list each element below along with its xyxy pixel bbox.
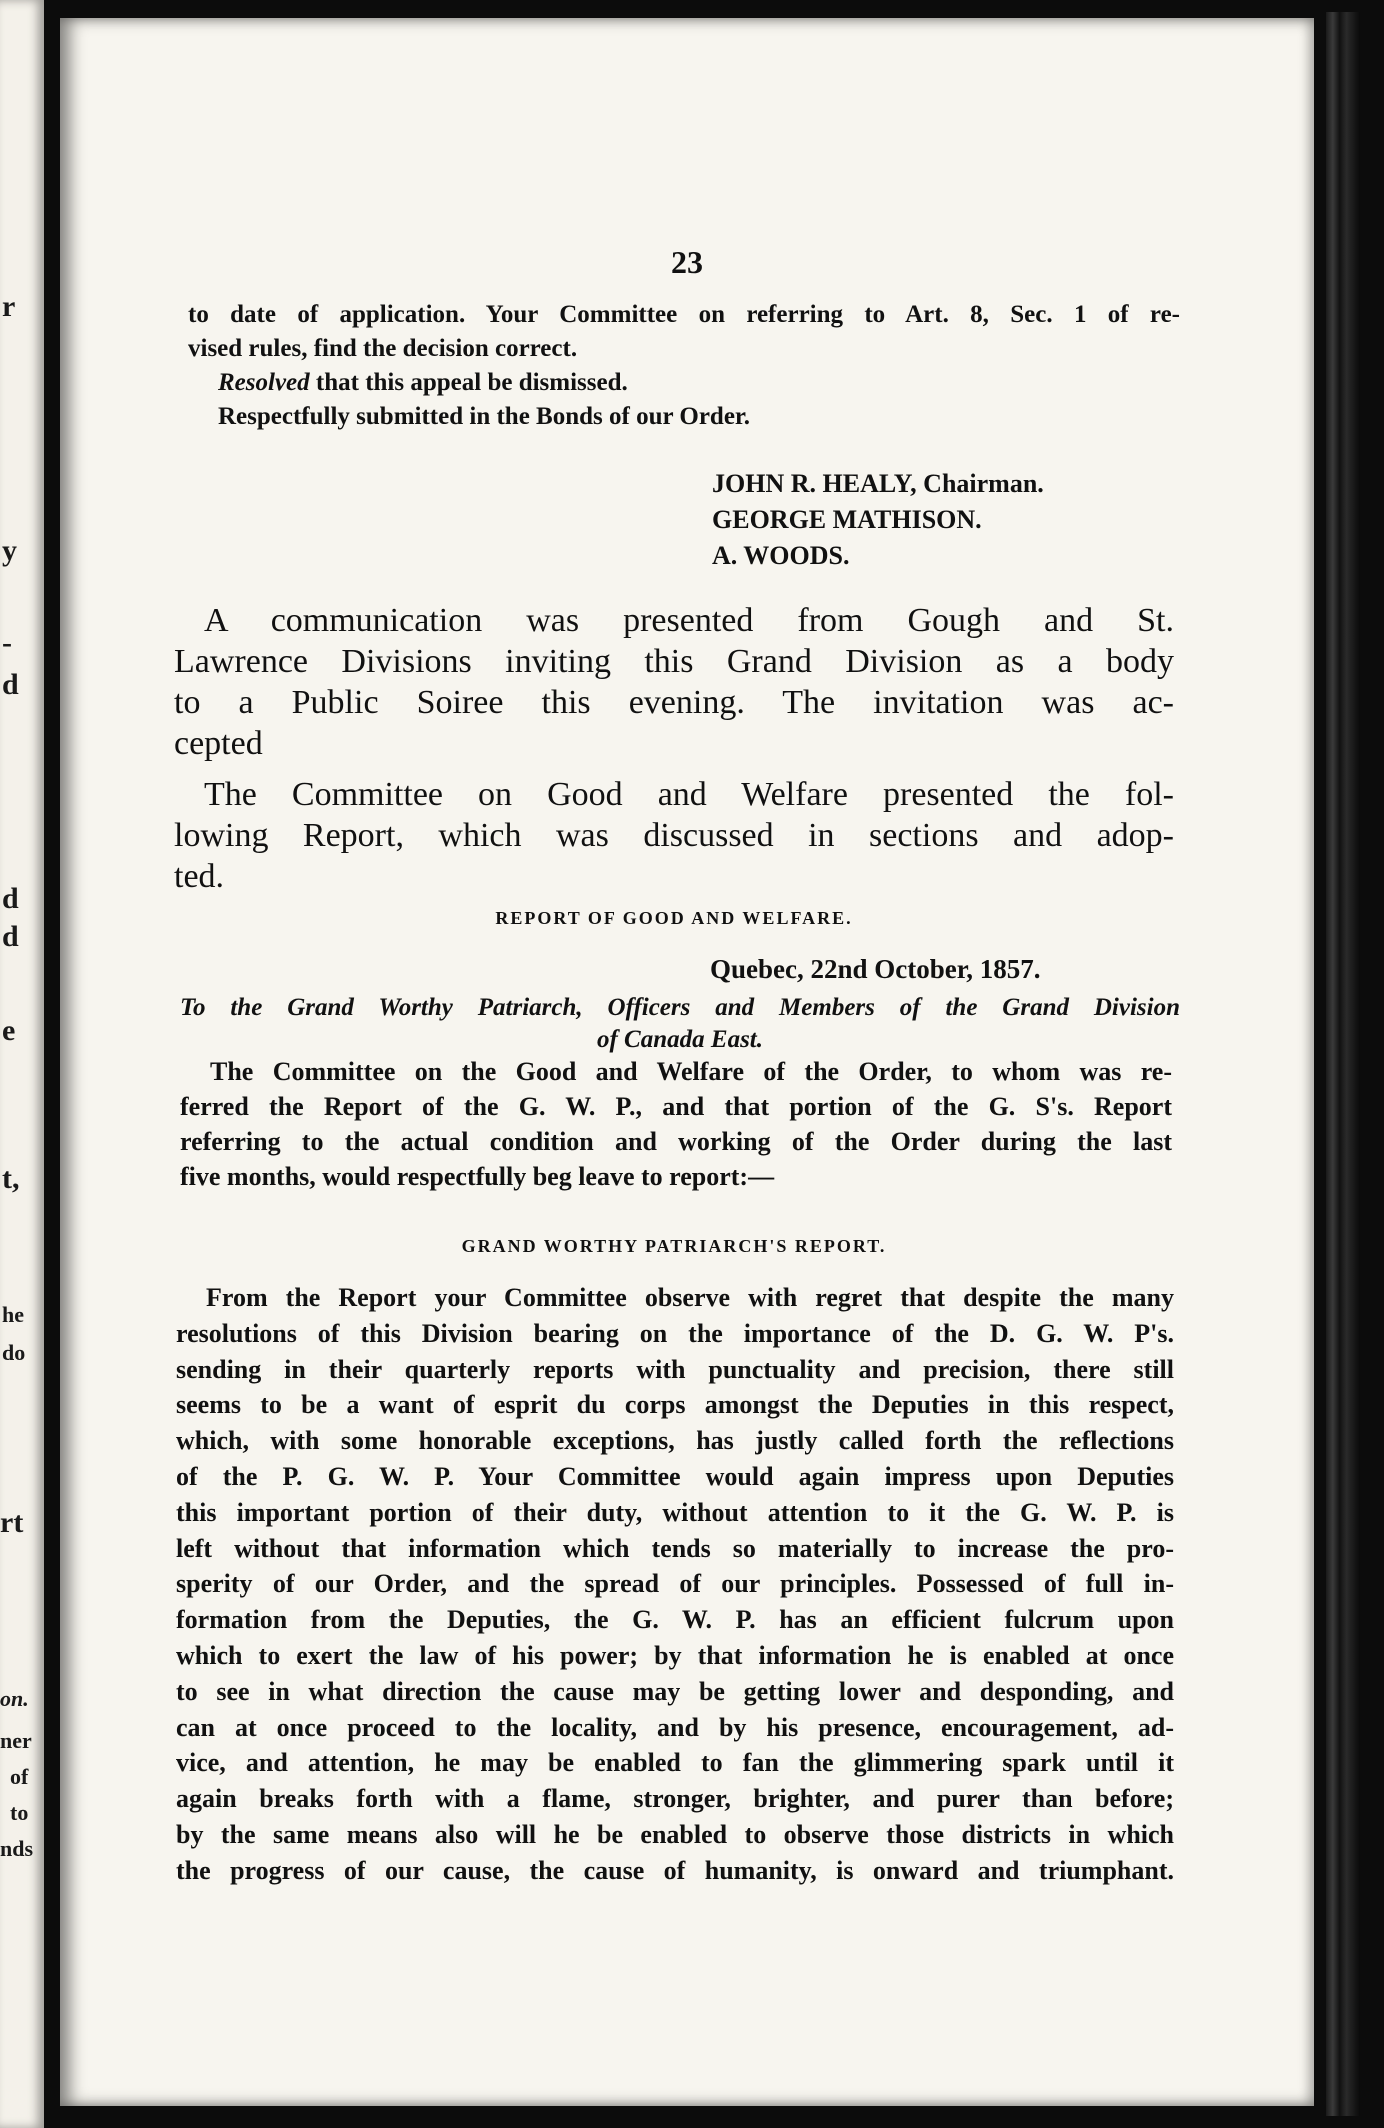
facing-page-fragment: of: [10, 1764, 29, 1789]
signatory-block: [712, 466, 1044, 574]
facing-page-fragment: t,: [2, 1162, 20, 1195]
signatory: JOHN R. HEALY, Chairman.: [712, 469, 1044, 498]
address-line: To the Grand Worthy Patriarch, Officers and Members of the Grand Division: [180, 994, 1180, 1021]
text-line: vice, and attention, he may be enabled to fan the glimmering spark until it: [176, 1748, 1174, 1778]
signatory: A. WOODS.: [712, 541, 850, 570]
signatory: GEORGE MATHISON.: [712, 505, 982, 534]
document-page: [60, 18, 1314, 2106]
facing-page-fragment: y: [2, 534, 17, 567]
committee-report-text: [188, 298, 1180, 434]
facing-page-fragment: nds: [0, 1836, 34, 1861]
page-number: 23: [671, 244, 703, 280]
facing-page-fragment: d: [2, 882, 19, 915]
facing-page-fragment: ner: [0, 1728, 32, 1753]
facing-page-fragment: r: [2, 290, 16, 323]
book-page-edge: [1326, 12, 1360, 2116]
facing-page-fragment: d: [2, 920, 19, 953]
text-line: to see in what direction the cause may be getting lower and desponding, and: [176, 1676, 1174, 1706]
facing-page-edge: [0, 0, 44, 2128]
text-line: formation from the Deputies, the G. W. P. has an efficient fulcrum upon: [176, 1605, 1174, 1635]
text-line: The Committee on Good and Welfare presented the fol-: [204, 776, 1174, 813]
facing-page-fragment: to: [10, 1800, 29, 1825]
intro-paragraph: [180, 1054, 1172, 1194]
text-line: From the Report your Committee observe with regret that despite the many: [206, 1283, 1174, 1312]
address-block: [180, 992, 1180, 1056]
facing-page-fragment: d: [2, 668, 19, 701]
text-line: A communication was presented from Gough and St.: [204, 602, 1174, 639]
text-line: by the same means also will he be enabled to observe those districts in which: [176, 1819, 1174, 1849]
text-line: which to exert the law of his power; by that information he is enabled at once: [176, 1640, 1174, 1670]
text-line: of the P. G. W. P. Your Committee would again impress upon Deputies: [176, 1461, 1174, 1491]
text-line: to date of application. Your Committee on referring to Art. 8, Sec. 1 of re-: [188, 301, 1180, 328]
resolution-line: [188, 366, 1180, 400]
text-line: this important portion of their duty, without attention to it the G. W. P. is: [176, 1497, 1174, 1527]
text-line: left without that information which tends so materially to increase the pro-: [176, 1533, 1174, 1563]
closing-line: Respectfully submitted in the Bonds of our Order.: [218, 403, 750, 430]
address-line: of Canada East.: [596, 1026, 763, 1053]
text-line: vised rules, find the decision correct.: [188, 335, 578, 362]
text-line: resolutions of this Division bearing on the importance of the D. G. W. P's.: [176, 1318, 1174, 1348]
text-line: sperity of our Order, and the spread of our principles. Possessed of full in-: [176, 1569, 1174, 1599]
text-line: The Committee on the Good and Welfare of the Order, to whom was re-: [210, 1057, 1172, 1086]
text-line: again breaks forth with a flame, stronger, brighter, and purer than before;: [176, 1784, 1174, 1814]
text-line: to a Public Soiree this evening. The invitation was ac-: [174, 684, 1174, 721]
text-line: five months, would respectfully beg leave to report:—: [180, 1162, 775, 1191]
facing-page-fragment: do: [2, 1340, 26, 1365]
facing-page-fragment: he: [2, 1302, 24, 1327]
facing-page-fragment: on.: [0, 1686, 29, 1711]
text-line: seems to be a want of esprit du corps amongst the Deputies in this respect,: [176, 1390, 1174, 1420]
facing-page-fragment: -: [2, 626, 12, 659]
communication-paragraph: [174, 600, 1174, 764]
resolved-label: Resolved: [218, 369, 310, 396]
facing-page-fragment: e: [2, 1014, 16, 1047]
text-line: Lawrence Divisions inviting this Grand Division as a body: [174, 643, 1174, 680]
committee-paragraph: [174, 774, 1174, 897]
facing-page-fragment: rt: [0, 1506, 24, 1539]
text-line: cepted: [174, 725, 263, 762]
text-line: the progress of our cause, the cause of humanity, is onward and triumphant.: [176, 1855, 1174, 1885]
text-line: which, with some honorable exceptions, has justly called forth the reflections: [176, 1426, 1174, 1456]
body-paragraph: [176, 1280, 1174, 1889]
dateline: Quebec, 22nd October, 1857.: [710, 954, 1041, 984]
text-line: ferred the Report of the G. W. P., and that portion of the G. S's. Report: [180, 1092, 1172, 1121]
text-line: referring to the actual condition and working of the Order during the last: [180, 1127, 1172, 1156]
text-line: ted.: [174, 858, 225, 895]
report-heading: REPORT OF GOOD AND WELFARE.: [495, 908, 853, 928]
text-line: can at once proceed to the locality, and by his presence, encouragement, ad-: [176, 1712, 1174, 1742]
text-line: lowing Report, which was discussed in sections and adop-: [174, 817, 1174, 854]
resolved-text: that this appeal be dismissed.: [309, 369, 628, 396]
text-line: sending in their quarterly reports with punctuality and precision, there still: [176, 1354, 1174, 1384]
section-heading: GRAND WORTHY PATRIARCH'S REPORT.: [461, 1236, 887, 1256]
